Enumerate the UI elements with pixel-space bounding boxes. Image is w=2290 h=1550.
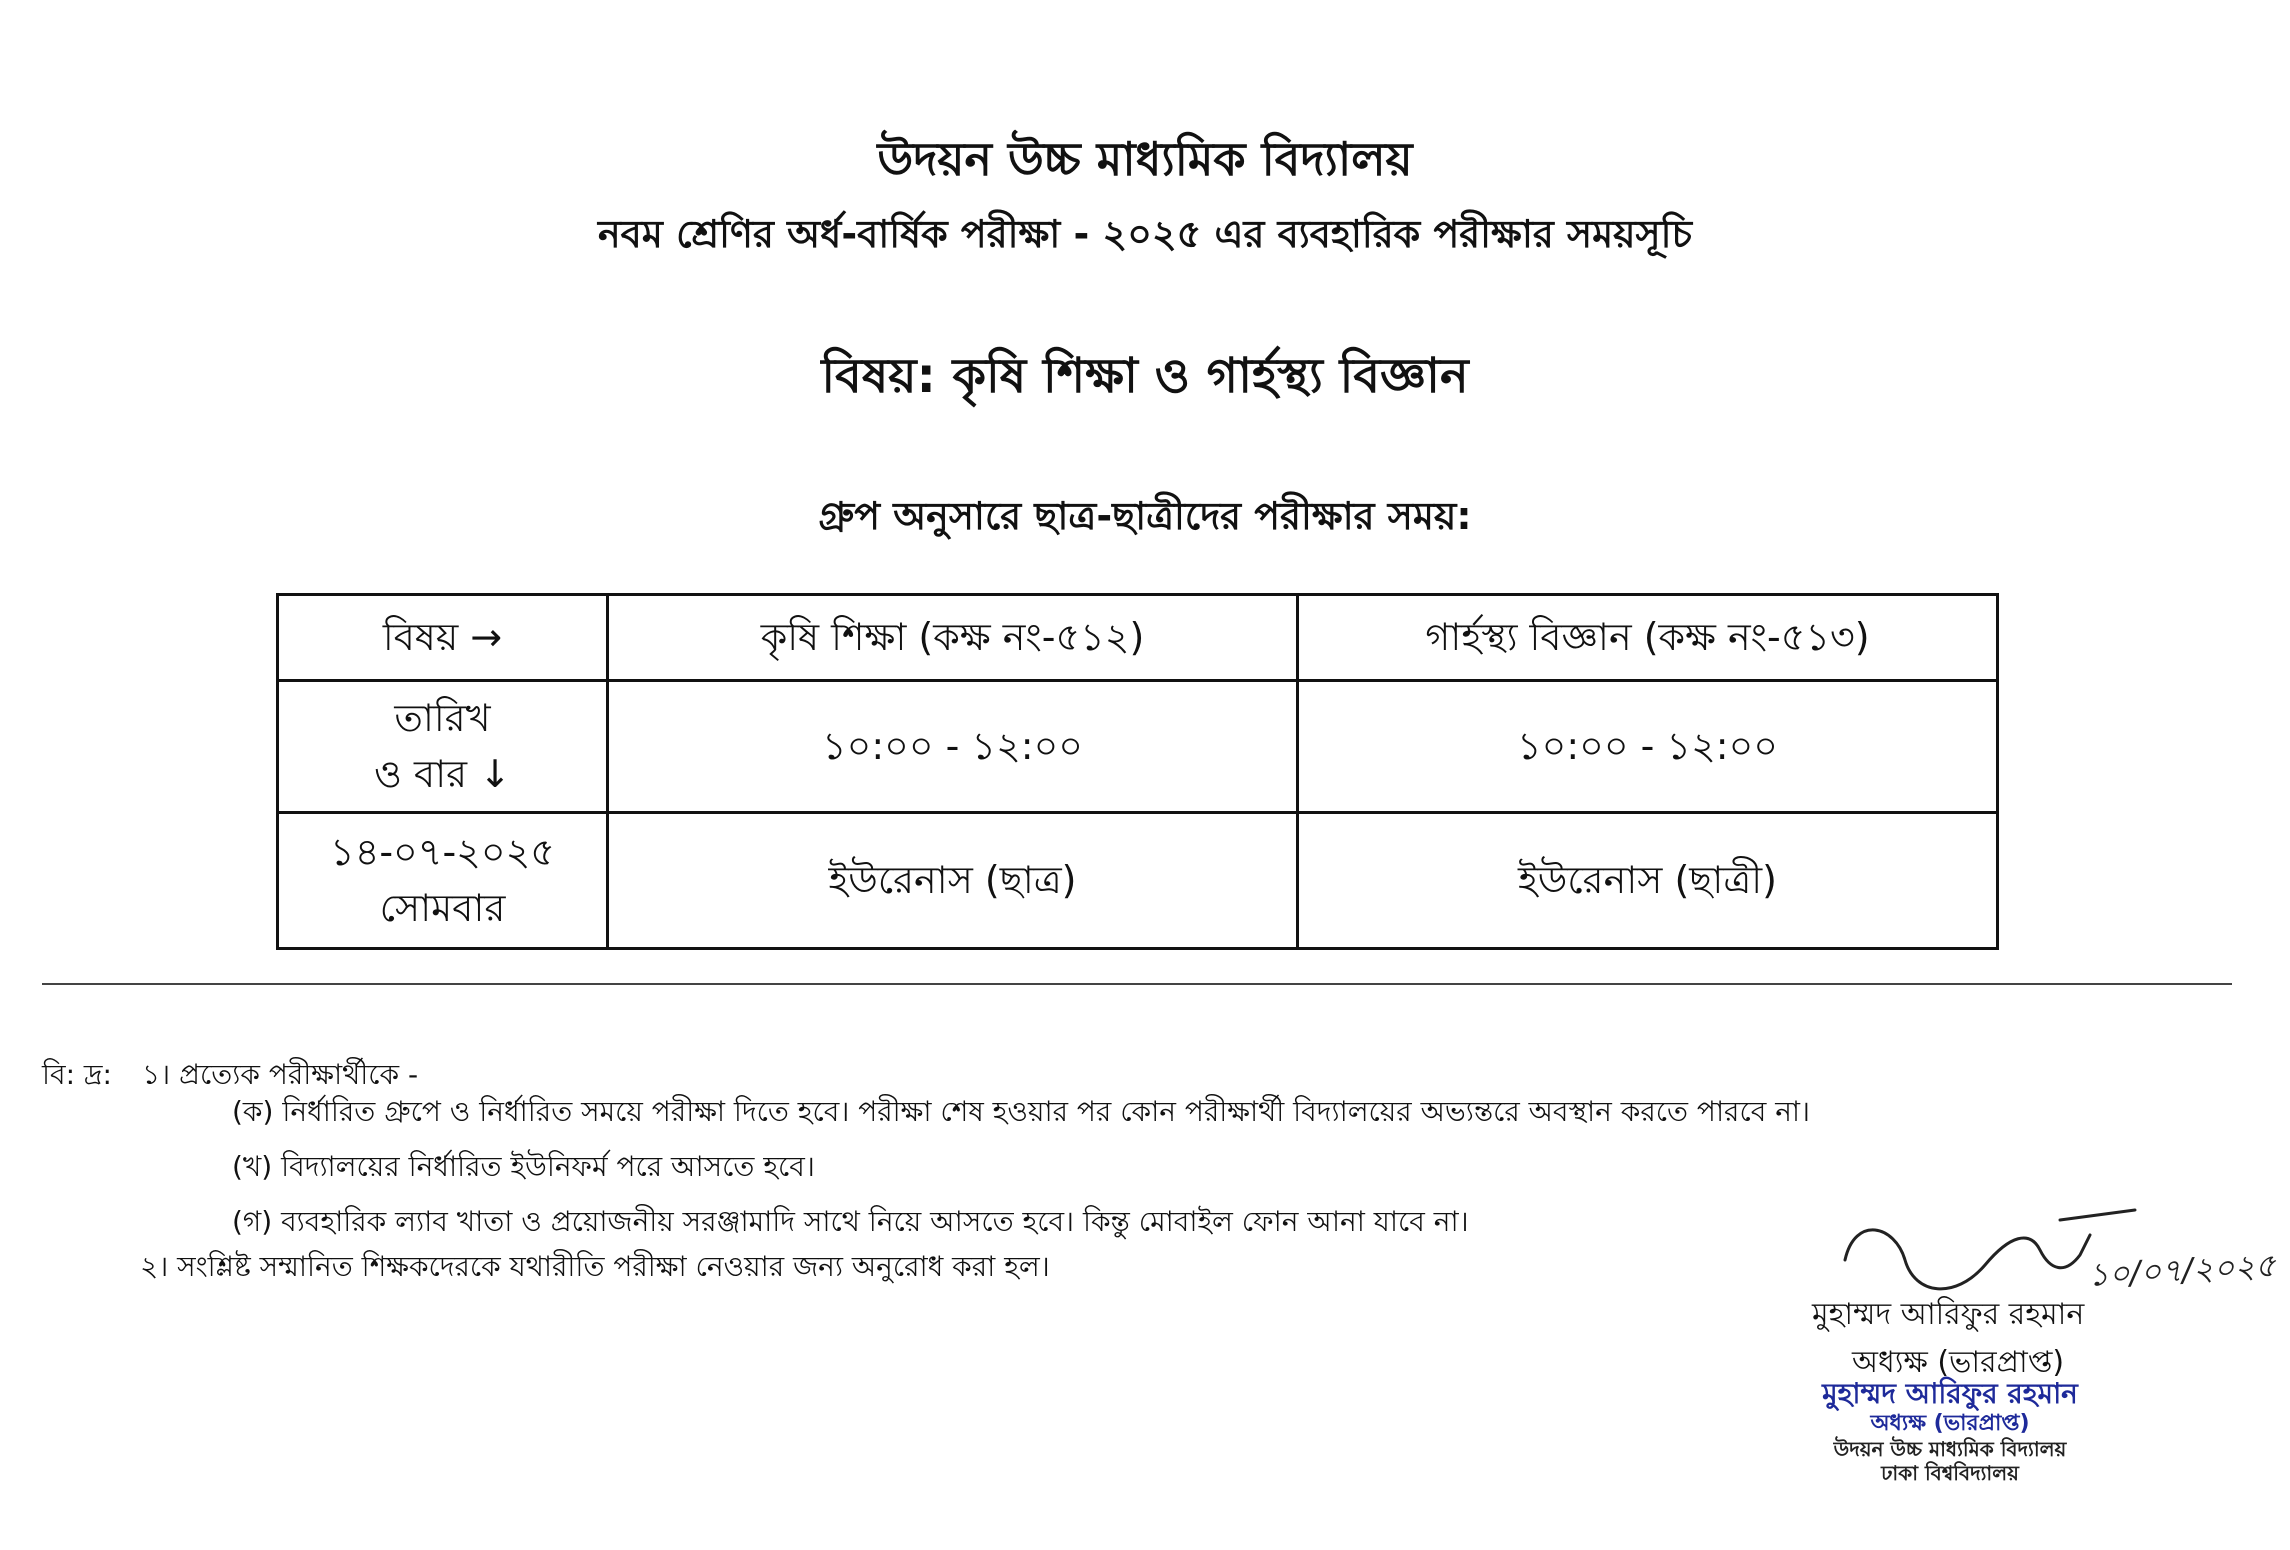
group-timing-heading: গ্রুপ অনুসারে ছাত্র-ছাত্রীদের পরীক্ষার সময়: — [818, 494, 1472, 538]
exam-day: সোমবার — [379, 885, 506, 930]
agriculture-header-cell: কৃষি শিক্ষা (কক্ষ নং-৫১২) — [608, 595, 1298, 681]
subject-header-cell: বিষয় → — [278, 595, 608, 681]
date-day-header-cell — [278, 681, 608, 813]
seal-school: উদয়ন উচ্চ মাধ্যমিক বিদ্যালয় — [1833, 1436, 2067, 1461]
subject-line: বিষয়: কৃষি শিক্ষা ও গার্হস্থ্য বিজ্ঞান — [821, 348, 1469, 404]
signer-role: অধ্যক্ষ (ভারপ্রাপ্ত) — [1852, 1345, 2065, 1380]
table-time-row — [278, 681, 1998, 813]
table-row — [278, 813, 1998, 949]
date-header-label: তারিখ — [394, 696, 491, 741]
agriculture-group-cell: ইউরেনাস (ছাত্র) — [608, 813, 1298, 949]
exam-title: নবম শ্রেণির অর্ধ-বার্ষিক পরীক্ষা - ২০২৫ এর ব্যবহারিক পরীক্ষার সময়সূচি — [597, 212, 1693, 256]
home-science-time-cell: ১০:০০ - ১২:০০ — [1298, 681, 1998, 813]
note-item-1a: (ক) নির্ধারিত গ্রুপে ও নির্ধারিত সময়ে পরীক্ষা দিতে হবে। পরীক্ষা শেষ হওয়ার পর কোন পরীক্ষার্থী বিদ্যালয়ের অভ্যন্তরে অবস্থান করতে পারবে না। — [232, 1095, 1811, 1128]
agriculture-time-cell: ১০:০০ - ১২:০০ — [608, 681, 1298, 813]
exam-date: ১৪-০৭-২০২৫ — [330, 830, 555, 875]
note-item-1: ১। প্রত্যেক পরীক্ষার্থীকে - — [142, 1058, 419, 1091]
home-science-group-cell: ইউরেনাস (ছাত্রী) — [1298, 813, 1998, 949]
signer-name: মুহাম্মদ আরিফুর রহমান — [1812, 1297, 2085, 1332]
note-item-2: ২। সংশ্লিষ্ট সম্মানিত শিক্ষকদেরকে যথারীতি পরীক্ষা নেওয়ার জন্য অনুরোধ করা হল। — [140, 1250, 1050, 1283]
official-seal — [1780, 1377, 2120, 1485]
day-header-label: ও বার ↓ — [373, 751, 512, 796]
note-item-1b: (খ) বিদ্যালয়ের নির্ধারিত ইউনিফর্ম পরে আসতে হবে। — [232, 1150, 815, 1183]
schedule-table — [276, 593, 1999, 950]
note-item-1c: (গ) ব্যবহারিক ল্যাব খাতা ও প্রয়োজনীয় সরঞ্জামাদি সাথে নিয়ে আসতে হবে। কিন্তু মোবাইল ফোন আনা যাবে না। — [232, 1205, 1469, 1238]
date-cell — [278, 813, 608, 949]
signature-date: ১০/০৭/২০২৫ — [2087, 1246, 2277, 1294]
seal-name: মুহাম্মদ আরিফুর রহমান — [1822, 1377, 2078, 1410]
note-label: বি: দ্র: — [42, 1058, 112, 1091]
school-name: উদয়ন উচ্চ মাধ্যমিক বিদ্যালয় — [877, 132, 1413, 186]
seal-university: ঢাকা বিশ্ববিদ্যালয় — [1881, 1460, 2019, 1485]
table-header-row — [278, 595, 1998, 681]
home-science-header-cell: গার্হস্থ্য বিজ্ঞান (কক্ষ নং-৫১৩) — [1298, 595, 1998, 681]
section-divider — [42, 983, 2232, 985]
seal-role: অধ্যক্ষ (ভারপ্রাপ্ত) — [1870, 1410, 2030, 1436]
